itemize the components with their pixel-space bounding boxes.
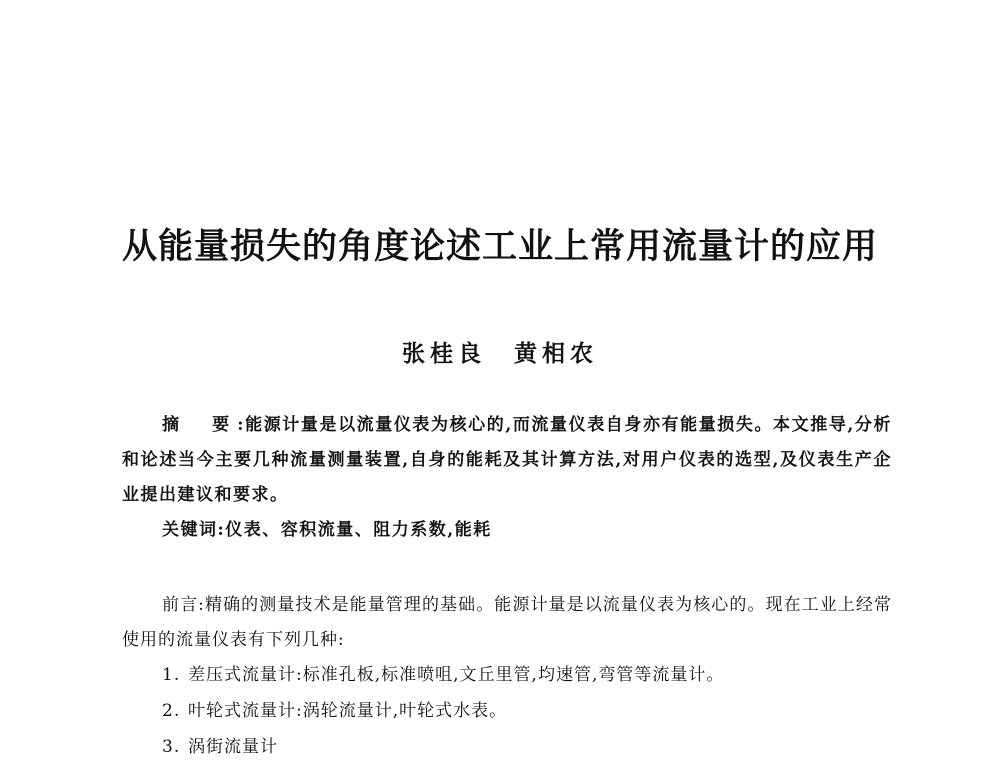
list-item-text: 涡街流量计 (188, 737, 278, 757)
intro-label: 前言 (162, 595, 199, 615)
paper-title: 从能量损失的角度论述工业上常用流量计的应用 (121, 226, 878, 267)
authors (0, 337, 1000, 371)
intro-paragraph (122, 588, 892, 658)
list-item (162, 657, 724, 693)
list-item-number: 3. (162, 737, 181, 757)
keywords-label: 关键词 (162, 520, 218, 540)
abstract-paragraph (122, 408, 892, 513)
abstract-label: 摘 要 (162, 415, 238, 435)
intro-text: 精确的测量技术是能量管理的基础。能源计量是以流量仪表为核心的。现在工业上经常使用的流量仪表有下列几种: (122, 595, 893, 650)
intro-separator: : (198, 595, 205, 615)
abstract-text: 能源计量是以流量仪表为核心的,而流量仪表自身亦有能量损失。本文推导,分析和论述当今主要几种流量测量装置,自身的能耗及其计算方法,对用户仪表的选型,及仪表生产企业提出建议和要求。 (122, 415, 892, 505)
introduction (122, 588, 892, 658)
list-item-text: 叶轮式流量计:涡轮流量计,叶轮式水表。 (188, 701, 508, 721)
abstract (122, 408, 892, 513)
list-item-number: 1. (162, 665, 181, 685)
author-name: 张桂良 (402, 340, 486, 367)
flowmeter-list (162, 657, 724, 765)
keywords-separator: : (217, 520, 226, 540)
author-name: 黄相农 (514, 340, 598, 367)
list-item-text: 差压式流量计:标准孔板,标准喷咀,文丘里管,均速管,弯管等流量计。 (188, 665, 725, 685)
keywords (162, 513, 492, 548)
keywords-text: 仪表、容积流量、阻力系数,能耗 (225, 520, 492, 540)
list-item-number: 2. (162, 701, 181, 721)
abstract-separator: : (237, 415, 246, 435)
list-item (162, 693, 724, 729)
